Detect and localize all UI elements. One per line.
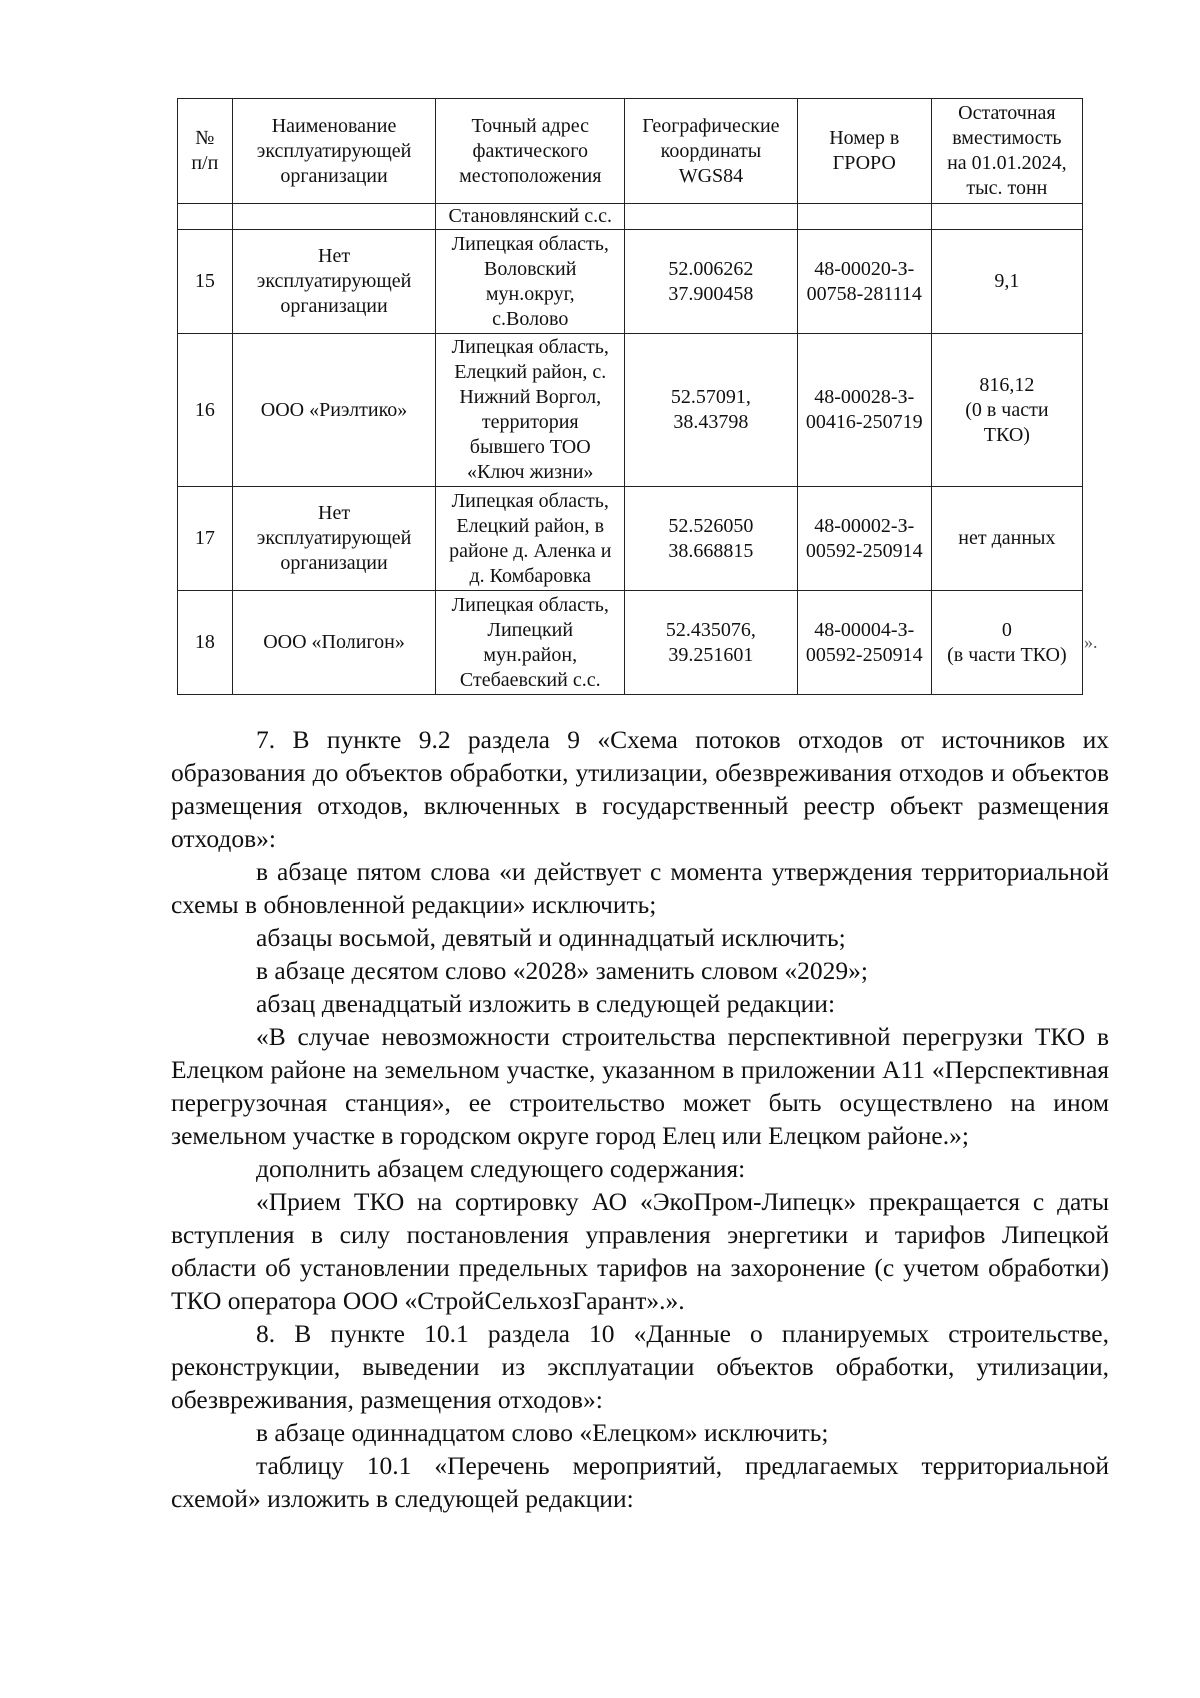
header-groro-number: Номер в ГРОРО (797, 99, 931, 204)
cell-number: 18 (178, 591, 233, 695)
cell-organization: Нет эксплуатирующей организации (232, 230, 436, 334)
cell-remaining-capacity: 816,12 (0 в части ТКО) (931, 334, 1082, 487)
cell-groro-number: 48-00028-З- 00416-250719 (797, 334, 931, 487)
cell-number: 17 (178, 487, 233, 591)
paragraph: в абзаце десятом слово «2028» заменить словом «2029»; (256, 956, 868, 985)
cell-groro-number: 48-00020-З- 00758-281114 (797, 230, 931, 334)
cell-organization: ООО «Полигон» (232, 591, 436, 695)
table-header-row (178, 99, 1083, 204)
cell-remaining-capacity: 9,1 (931, 230, 1082, 334)
header-coordinates: Географические координаты WGS84 (625, 99, 798, 204)
paragraph: 7. В пункте 9.2 раздела 9 «Схема потоков отходов от источников их образования до объектов обработки, утилизации, обезвреживания отходов и объектов размещения отходов, включенных в государственный реестр объект размещения отходов»: (171, 725, 1109, 853)
paragraph: «В случае невозможности строительства перспективной перегрузки ТКО в Елецком районе на земельном участке, указанном в приложении А11 «Перспективная перегрузочная станция», ее строительство может быть осуществлено на ином земельном участке в городском округе город Елец или Елецком районе.»; (171, 1022, 1109, 1150)
table-row (178, 204, 1083, 230)
cell-organization (232, 204, 436, 230)
header-remaining-capacity: Остаточная вместимость на 01.01.2024, тыс. тонн (931, 99, 1082, 204)
cell-coordinates: 52.57091, 38.43798 (625, 334, 798, 487)
table-row (178, 334, 1083, 487)
cell-remaining-capacity (931, 204, 1082, 230)
paragraph: в абзаце одиннадцатом слово «Елецком» исключить; (256, 1418, 829, 1447)
cell-address: Липецкая область, Елецкий район, в районе д. Аленка и д. Комбаровка (436, 487, 625, 591)
cell-coordinates: 52.526050 38.668815 (625, 487, 798, 591)
cell-coordinates: 52.435076, 39.251601 (625, 591, 798, 695)
paragraph: дополнить абзацем следующего содержания: (256, 1154, 746, 1183)
paragraph: «Прием ТКО на сортировку АО «ЭкоПром-Липецк» прекращается с даты вступления в силу постановления управления энергетики и тарифов Липецкой области об установлении предельных тарифов на захоронение (с учетом обработки) ТКО оператора ООО «СтройСельхозГарант».». (171, 1187, 1109, 1315)
paragraph: абзацы восьмой, девятый и одиннадцатый исключить; (256, 923, 846, 952)
paragraph: в абзаце пятом слова «и действует с момента утверждения территориальной схемы в обновленной редакции» исключить; (171, 857, 1109, 919)
cell-organization: ООО «Риэлтико» (232, 334, 436, 487)
cell-address: Липецкая область, Воловский мун.округ, с.Волово (436, 230, 625, 334)
cell-coordinates (625, 204, 798, 230)
cell-address: Становлянский с.с. (436, 204, 625, 230)
header-address: Точный адрес фактического местоположения (436, 99, 625, 204)
cell-address: Липецкая область, Елецкий район, с. Нижний Воргол, территория бывшего ТОО «Ключ жизни» (436, 334, 625, 487)
waste-facilities-table (177, 98, 1083, 695)
paragraph: таблицу 10.1 «Перечень мероприятий, предлагаемых территориальной схемой» изложить в следующей редакции: (171, 1451, 1109, 1513)
cell-number: 15 (178, 230, 233, 334)
header-number: № п/п (178, 99, 233, 204)
cell-groro-number: 48-00002-З- 00592-250914 (797, 487, 931, 591)
amendment-text (171, 723, 1109, 1515)
table-row (178, 230, 1083, 334)
cell-remaining-capacity: нет данных (931, 487, 1082, 591)
cell-address: Липецкая область, Липецкий мун.район, Стебаевский с.с. (436, 591, 625, 695)
cell-remaining-capacity: 0 (в части ТКО) (931, 591, 1082, 695)
paragraph: 8. В пункте 10.1 раздела 10 «Данные о планируемых строительстве, реконструкции, выведении из эксплуатации объектов обработки, утилизации, обезвреживания, размещения отходов»: (171, 1319, 1109, 1414)
cell-groro-number: 48-00004-З- 00592-250914 (797, 591, 931, 695)
cell-groro-number (797, 204, 931, 230)
paragraph: абзац двенадцатый изложить в следующей редакции: (256, 989, 836, 1018)
cell-coordinates: 52.006262 37.900458 (625, 230, 798, 334)
table-row (178, 487, 1083, 591)
table-row (178, 591, 1083, 695)
cell-number: 16 (178, 334, 233, 487)
header-organization: Наименование эксплуатирующей организации (232, 99, 436, 204)
table-closing-quote: ». (1084, 632, 1098, 652)
cell-organization: Нет эксплуатирующей организации (232, 487, 436, 591)
cell-number (178, 204, 233, 230)
